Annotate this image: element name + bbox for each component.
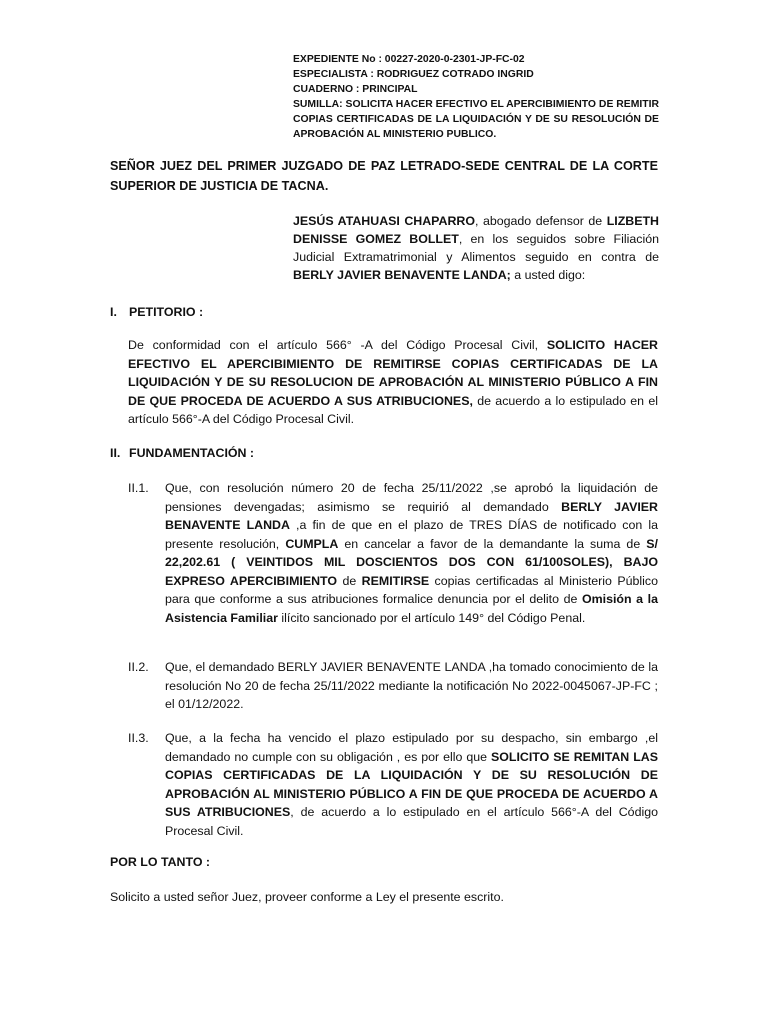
- item-text: [165, 479, 658, 627]
- addressee: SEÑOR JUEZ DEL PRIMER JUZGADO DE PAZ LETRADO-SEDE CENTRAL DE LA CORTE SUPERIOR DE JUSTICIA DE TACNA.: [110, 159, 658, 193]
- item-bold-segment: Omisión a la Asistencia Familiar: [165, 592, 658, 625]
- item-text-segment: ilícito sancionado por el artículo 149° del Código Penal.: [277, 610, 586, 625]
- item-text-segment: en cancelar a favor de la demandante la suma de: [338, 536, 647, 551]
- section-title: PETITORIO :: [129, 305, 204, 319]
- list-item-ii-2: [128, 658, 658, 714]
- petitorio-paragraph: [128, 336, 658, 429]
- section-heading-fundamentacion: [110, 444, 254, 462]
- item-text-segment: de: [337, 573, 362, 588]
- item-text-segment: copias certificadas al Ministerio Público para que conforme a sus atribuciones formalice denuncia por el delito de: [165, 573, 658, 606]
- item-text-segment: ,a fin de que en el plazo de TRES DÍAS de notificado con la presente resolución,: [165, 518, 658, 551]
- item-text-segment: Que, el demandado BERLY JAVIER BENAVENTE LANDA ,ha tomado conocimiento de la resolución No 20 de fecha 25/11/2022 mediante la notificación No 2022-0045067-JP-FC ; el 01/12/2022.: [165, 660, 658, 711]
- author-name: JESÚS ATAHUASI CHAPARRO: [293, 214, 476, 228]
- sumilla-line: SUMILLA: SOLICITA HACER EFECTIVO EL APERCIBIMIENTO DE REMITIR COPIAS CERTIFICADAS DE LA LIQUIDACIÓN Y DE SU RESOLUCIÓN DE APROBACIÓN AL MINISTERIO PUBLICO.: [293, 99, 659, 140]
- list-item-ii-3: [128, 729, 658, 840]
- item-text: [165, 729, 658, 840]
- section-heading-petitorio: [110, 303, 203, 321]
- closing-sentence: Solicito a usted señor Juez, proveer conforme a Ley el presente escrito.: [110, 890, 504, 904]
- expediente-line: EXPEDIENTE No : 00227-2020-0-2301-JP-FC-02: [293, 54, 525, 65]
- section-number: I.: [110, 305, 117, 319]
- case-header: [293, 52, 659, 142]
- intro-text-1: , abogado defensor de: [475, 214, 607, 228]
- item-bold-segment: SOLICITO SE REMITAN LAS COPIAS CERTIFICADAS DE LA LIQUIDACIÓN Y DE SU RESOLUCIÓN DE APROBACIÓN AL MINISTERIO PÚBLICO A FIN DE QUE PROCEDA DE ACUERDO A SUS ATRIBUCIONES: [165, 749, 658, 819]
- intro-text-3: a usted digo:: [510, 268, 586, 282]
- petitorio-request: SOLICITO HACER EFECTIVO EL APERCIBIMIENTO DE REMITIRSE COPIAS CERTIFICADAS DE LA LIQUIDACIÓN Y DE SU RESOLUCION DE APROBACIÓN AL MINISTERIO PÚBLICO A FIN DE QUE PROCEDA DE ACUERDO A SUS ATRIBUCIONES,: [128, 338, 658, 408]
- intro-paragraph: [293, 212, 659, 284]
- section-number: II.: [110, 446, 121, 460]
- item-text-segment: , de acuerdo a lo estipulado en el artículo 566°-A del Código Procesal Civil.: [165, 805, 658, 838]
- section-title: FUNDAMENTACIÓN :: [129, 446, 255, 460]
- list-item-ii-1: [128, 479, 658, 627]
- item-bold-segment: CUMPLA: [285, 536, 339, 551]
- item-text-segment: Que, con resolución número 20 de fecha 25/11/2022 ,se aprobó la liquidación de pensiones devengadas; asimismo se requirió al demandado: [165, 481, 658, 514]
- item-bold-segment: REMITIRSE: [361, 573, 430, 588]
- cuaderno-line: CUADERNO : PRINCIPAL: [293, 84, 418, 95]
- petitorio-text-2: de acuerdo a lo estipulado en el artículo 566°-A del Código Procesal Civil.: [128, 393, 659, 426]
- especialista-line: ESPECIALISTA : RODRIGUEZ COTRADO INGRID: [293, 69, 534, 80]
- client-name: LIZBETH DENISSE GOMEZ BOLLET: [293, 214, 659, 246]
- defendant-name: BERLY JAVIER BENAVENTE LANDA;: [293, 268, 511, 282]
- item-bold-segment: BERLY JAVIER BENAVENTE LANDA: [165, 499, 659, 532]
- item-number: II.3.: [128, 731, 149, 745]
- intro-text-2: , en los seguidos sobre Filiación Judicial Extramatrimonial y Alimentos seguido en contra de: [293, 232, 659, 264]
- item-number: II.2.: [128, 660, 149, 674]
- item-number: II.1.: [128, 481, 149, 495]
- item-bold-segment: S/ 22,202.61 ( VEINTIDOS MIL DOSCIENTOS DOS CON 61/100SOLES), BAJO EXPRESO APERCIBIMIENTO: [165, 536, 659, 588]
- por-lo-tanto-heading: POR LO TANTO :: [110, 855, 211, 869]
- item-text: [165, 658, 658, 714]
- item-text-segment: Que, a la fecha ha vencido el plazo estipulado por su despacho, sin embargo ,el demandado no cumple con su obligación , es por ello que: [165, 731, 658, 764]
- petitorio-text-1: De conformidad con el artículo 566° -A del Código Procesal Civil,: [128, 338, 547, 352]
